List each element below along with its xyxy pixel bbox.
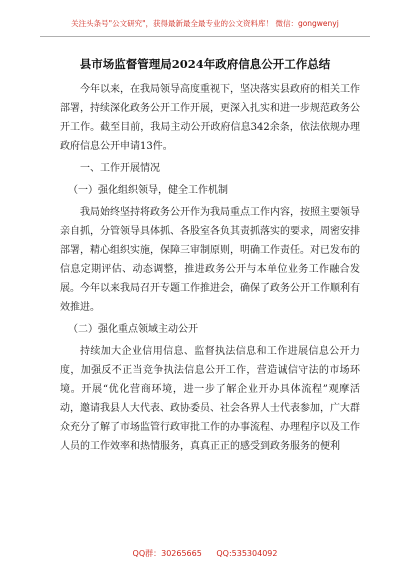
header-divider	[40, 36, 370, 37]
footer-contact	[40, 548, 370, 559]
subsection-heading-key-areas: （二）强化重点领域主动公开	[68, 324, 198, 335]
footer-qq: QQ:535304092	[216, 549, 278, 558]
header-promo-text: 关注头条号"公文研究"，获得最新最全最专业的公文资料库！ 微信：gongwenyj	[71, 19, 339, 28]
intro-paragraph: 今年以来，在我局领导高度重视下，坚决落实县政府的相关工作部署，持续深化政务公开工作开展，更深入扎实和进一步规范政务公开工作。截至目前，我局主动公开政府信息342余条，依法依规办理政府信息公开申请13件。	[60, 84, 360, 152]
subsection-body-organization: 我局始终坚持将政务公开作为我局重点工作内容，按照主要领导亲自抓，分管领导具体抓、各股室各负其责抓落实的要求，周密安排部署，精心组织实施，保障三审制原则，明确工作责任。对已发布的信息定期评估、动态调整，推进政务公开与本单位业务工作融合发展。今年以来我局召开专题工作推进会，确保了政务公开工作顺利有效推进。	[60, 207, 360, 313]
subsection-heading-organization: （一）强化组织领导，健全工作机制	[68, 185, 228, 196]
section-heading-work-status: 一、工作开展情况	[80, 163, 160, 174]
footer-qq-group: QQ群：30265665	[132, 549, 202, 558]
document-title: 县市场监督管理局2024年政府信息公开工作总结	[79, 57, 331, 71]
document-body	[60, 80, 360, 456]
subsection-body-key-areas: 持续加大企业信用信息、监督执法信息和工作进展信息公开力度，加强反不正当竞争执法信息公开工作，营造诚信守法的市场环境。开展“优化营商环境，进一步了解企业开办具体流程”观摩活动，邀请我县人大代表、政协委员、社会各界人士代表参加，广大群众充分了解了市场监管行政审批工作的办事流程、办理程序以及工作人员的工作效率和热情服务，真真正正的感受到政务服务的便利	[60, 346, 360, 452]
